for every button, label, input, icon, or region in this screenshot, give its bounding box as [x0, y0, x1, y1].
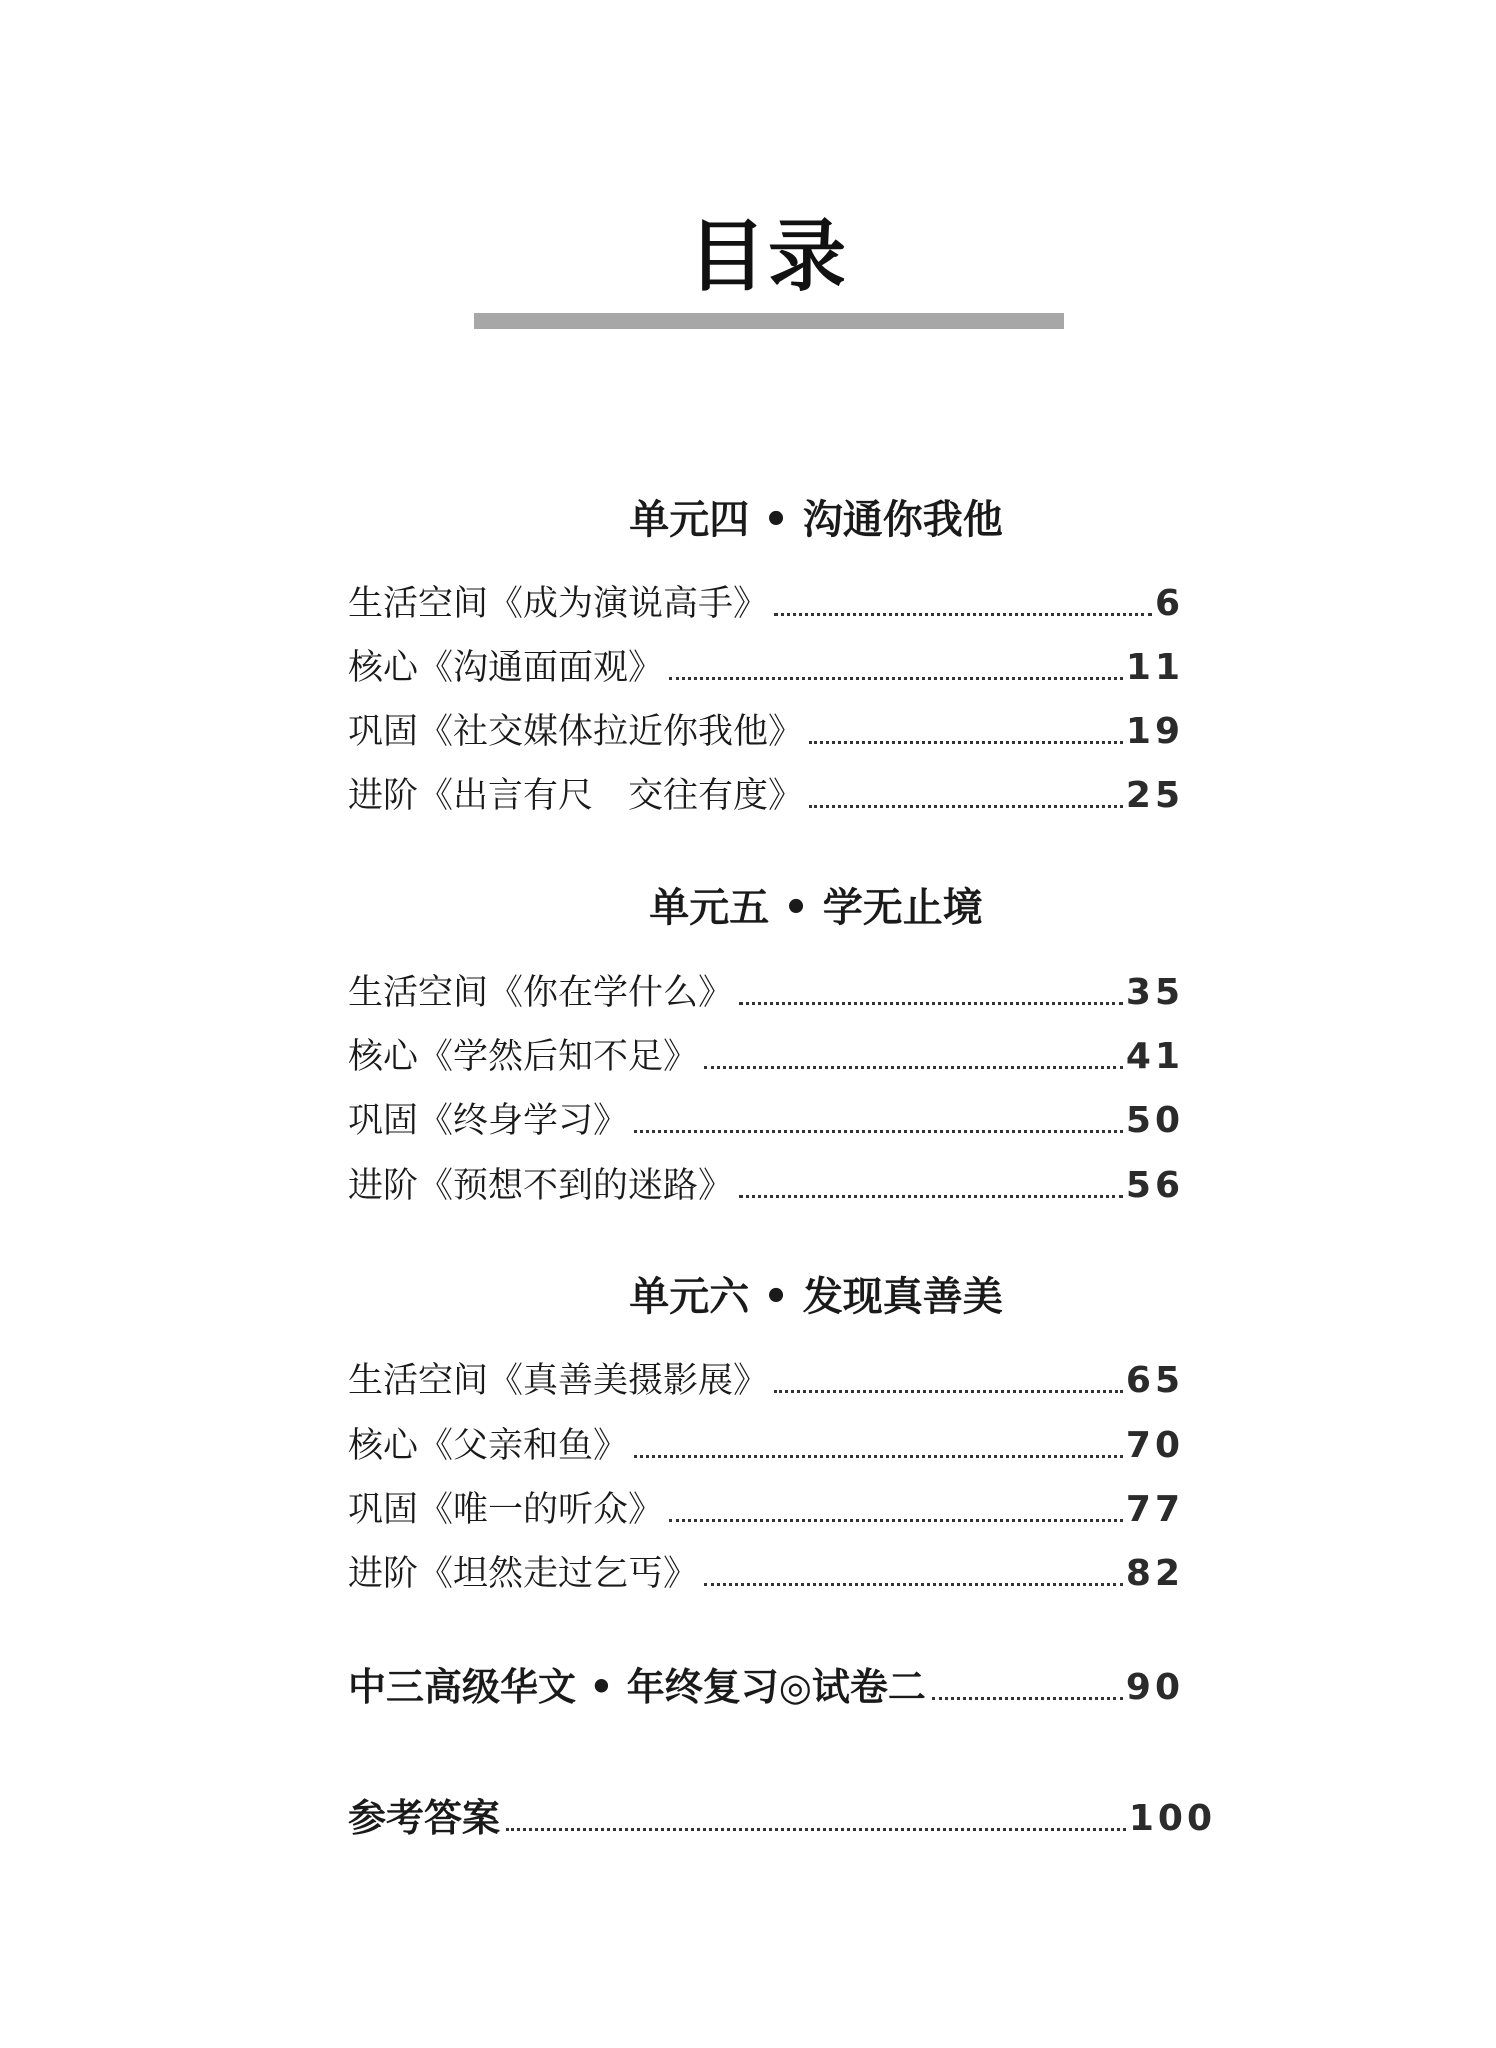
toc-entry-label: 生活空间《真善美摄影展》 [348, 1361, 769, 1401]
toc-entry-page: 25 [1125, 775, 1184, 816]
toc-entry-page: 41 [1125, 1036, 1184, 1077]
toc-entry-label: 参考答案 [348, 1796, 501, 1840]
toc-entry-page: 35 [1125, 972, 1184, 1013]
toc-entry-page: 19 [1125, 711, 1184, 752]
toc-entry-label: 巩固《社交媒体拉近你我他》 [348, 712, 804, 752]
toc-entry-label: 核心《沟通面面观》 [348, 648, 664, 688]
dot-leader [739, 1195, 1123, 1198]
toc-entry-label: 进阶《出言有尺 交往有度》 [348, 776, 804, 816]
toc-entry-review[interactable] [348, 1660, 1184, 1709]
dot-leader [739, 1002, 1123, 1005]
dot-leader [704, 1066, 1123, 1069]
toc-entry-page: 90 [1125, 1667, 1184, 1708]
toc-entry-page: 11 [1125, 647, 1184, 688]
dot-leader [809, 741, 1123, 744]
unit-heading-4: 单元四 • 沟通你我他 [629, 497, 1003, 543]
toc-entry-page: 70 [1125, 1425, 1184, 1466]
dot-leader [634, 1455, 1123, 1458]
toc-entry-label: 巩固《唯一的听众》 [348, 1490, 664, 1530]
toc-entry[interactable] [348, 640, 1184, 686]
toc-entry-label: 进阶《预想不到的迷路》 [348, 1166, 734, 1206]
toc-entry[interactable] [348, 768, 1184, 814]
toc-entry-page: 82 [1125, 1553, 1184, 1594]
toc-entry-page: 56 [1125, 1165, 1184, 1206]
toc-entry[interactable] [348, 1029, 1184, 1075]
toc-entry[interactable] [348, 965, 1184, 1011]
dot-leader [809, 805, 1123, 808]
toc-entry-label: 核心《父亲和鱼》 [348, 1426, 629, 1466]
toc-entry-label: 进阶《坦然走过乞丐》 [348, 1554, 699, 1594]
dot-leader [669, 1519, 1123, 1522]
toc-entry-page: 50 [1125, 1100, 1184, 1141]
dot-leader [932, 1697, 1123, 1700]
toc-entry[interactable] [348, 1418, 1184, 1464]
toc-entry-label: 中三高级华文 • 年终复习◎试卷二 [348, 1665, 926, 1709]
dot-leader [669, 677, 1123, 680]
unit-heading-6: 单元六 • 发现真善美 [629, 1274, 1003, 1320]
dot-leader [774, 613, 1152, 616]
toc-entry[interactable] [348, 1353, 1184, 1399]
toc-entry-label: 生活空间《成为演说高手》 [348, 584, 769, 624]
dot-leader [506, 1828, 1126, 1831]
toc-entry-page: 65 [1125, 1360, 1184, 1401]
toc-entry-page: 6 [1154, 583, 1184, 624]
toc-entry[interactable] [348, 1158, 1184, 1204]
toc-entry[interactable] [348, 576, 1184, 622]
dot-leader [634, 1130, 1123, 1133]
toc-entry[interactable] [348, 704, 1184, 750]
toc-entry-label: 巩固《终身学习》 [348, 1101, 629, 1141]
unit-heading-5: 单元五 • 学无止境 [649, 885, 983, 931]
dot-leader [704, 1583, 1123, 1586]
toc-entry-label: 核心《学然后知不足》 [348, 1037, 699, 1077]
dot-leader [774, 1390, 1123, 1393]
page-title: 目录 [687, 212, 848, 302]
toc-entry[interactable] [348, 1546, 1184, 1592]
toc-entry-page: 77 [1125, 1489, 1184, 1530]
toc-entry[interactable] [348, 1093, 1184, 1139]
toc-entry[interactable] [348, 1482, 1184, 1528]
toc-entry-answers[interactable] [348, 1791, 1216, 1840]
toc-entry-label: 生活空间《你在学什么》 [348, 973, 734, 1013]
title-underline-bar [474, 313, 1064, 329]
toc-entry-page: 100 [1128, 1798, 1216, 1839]
